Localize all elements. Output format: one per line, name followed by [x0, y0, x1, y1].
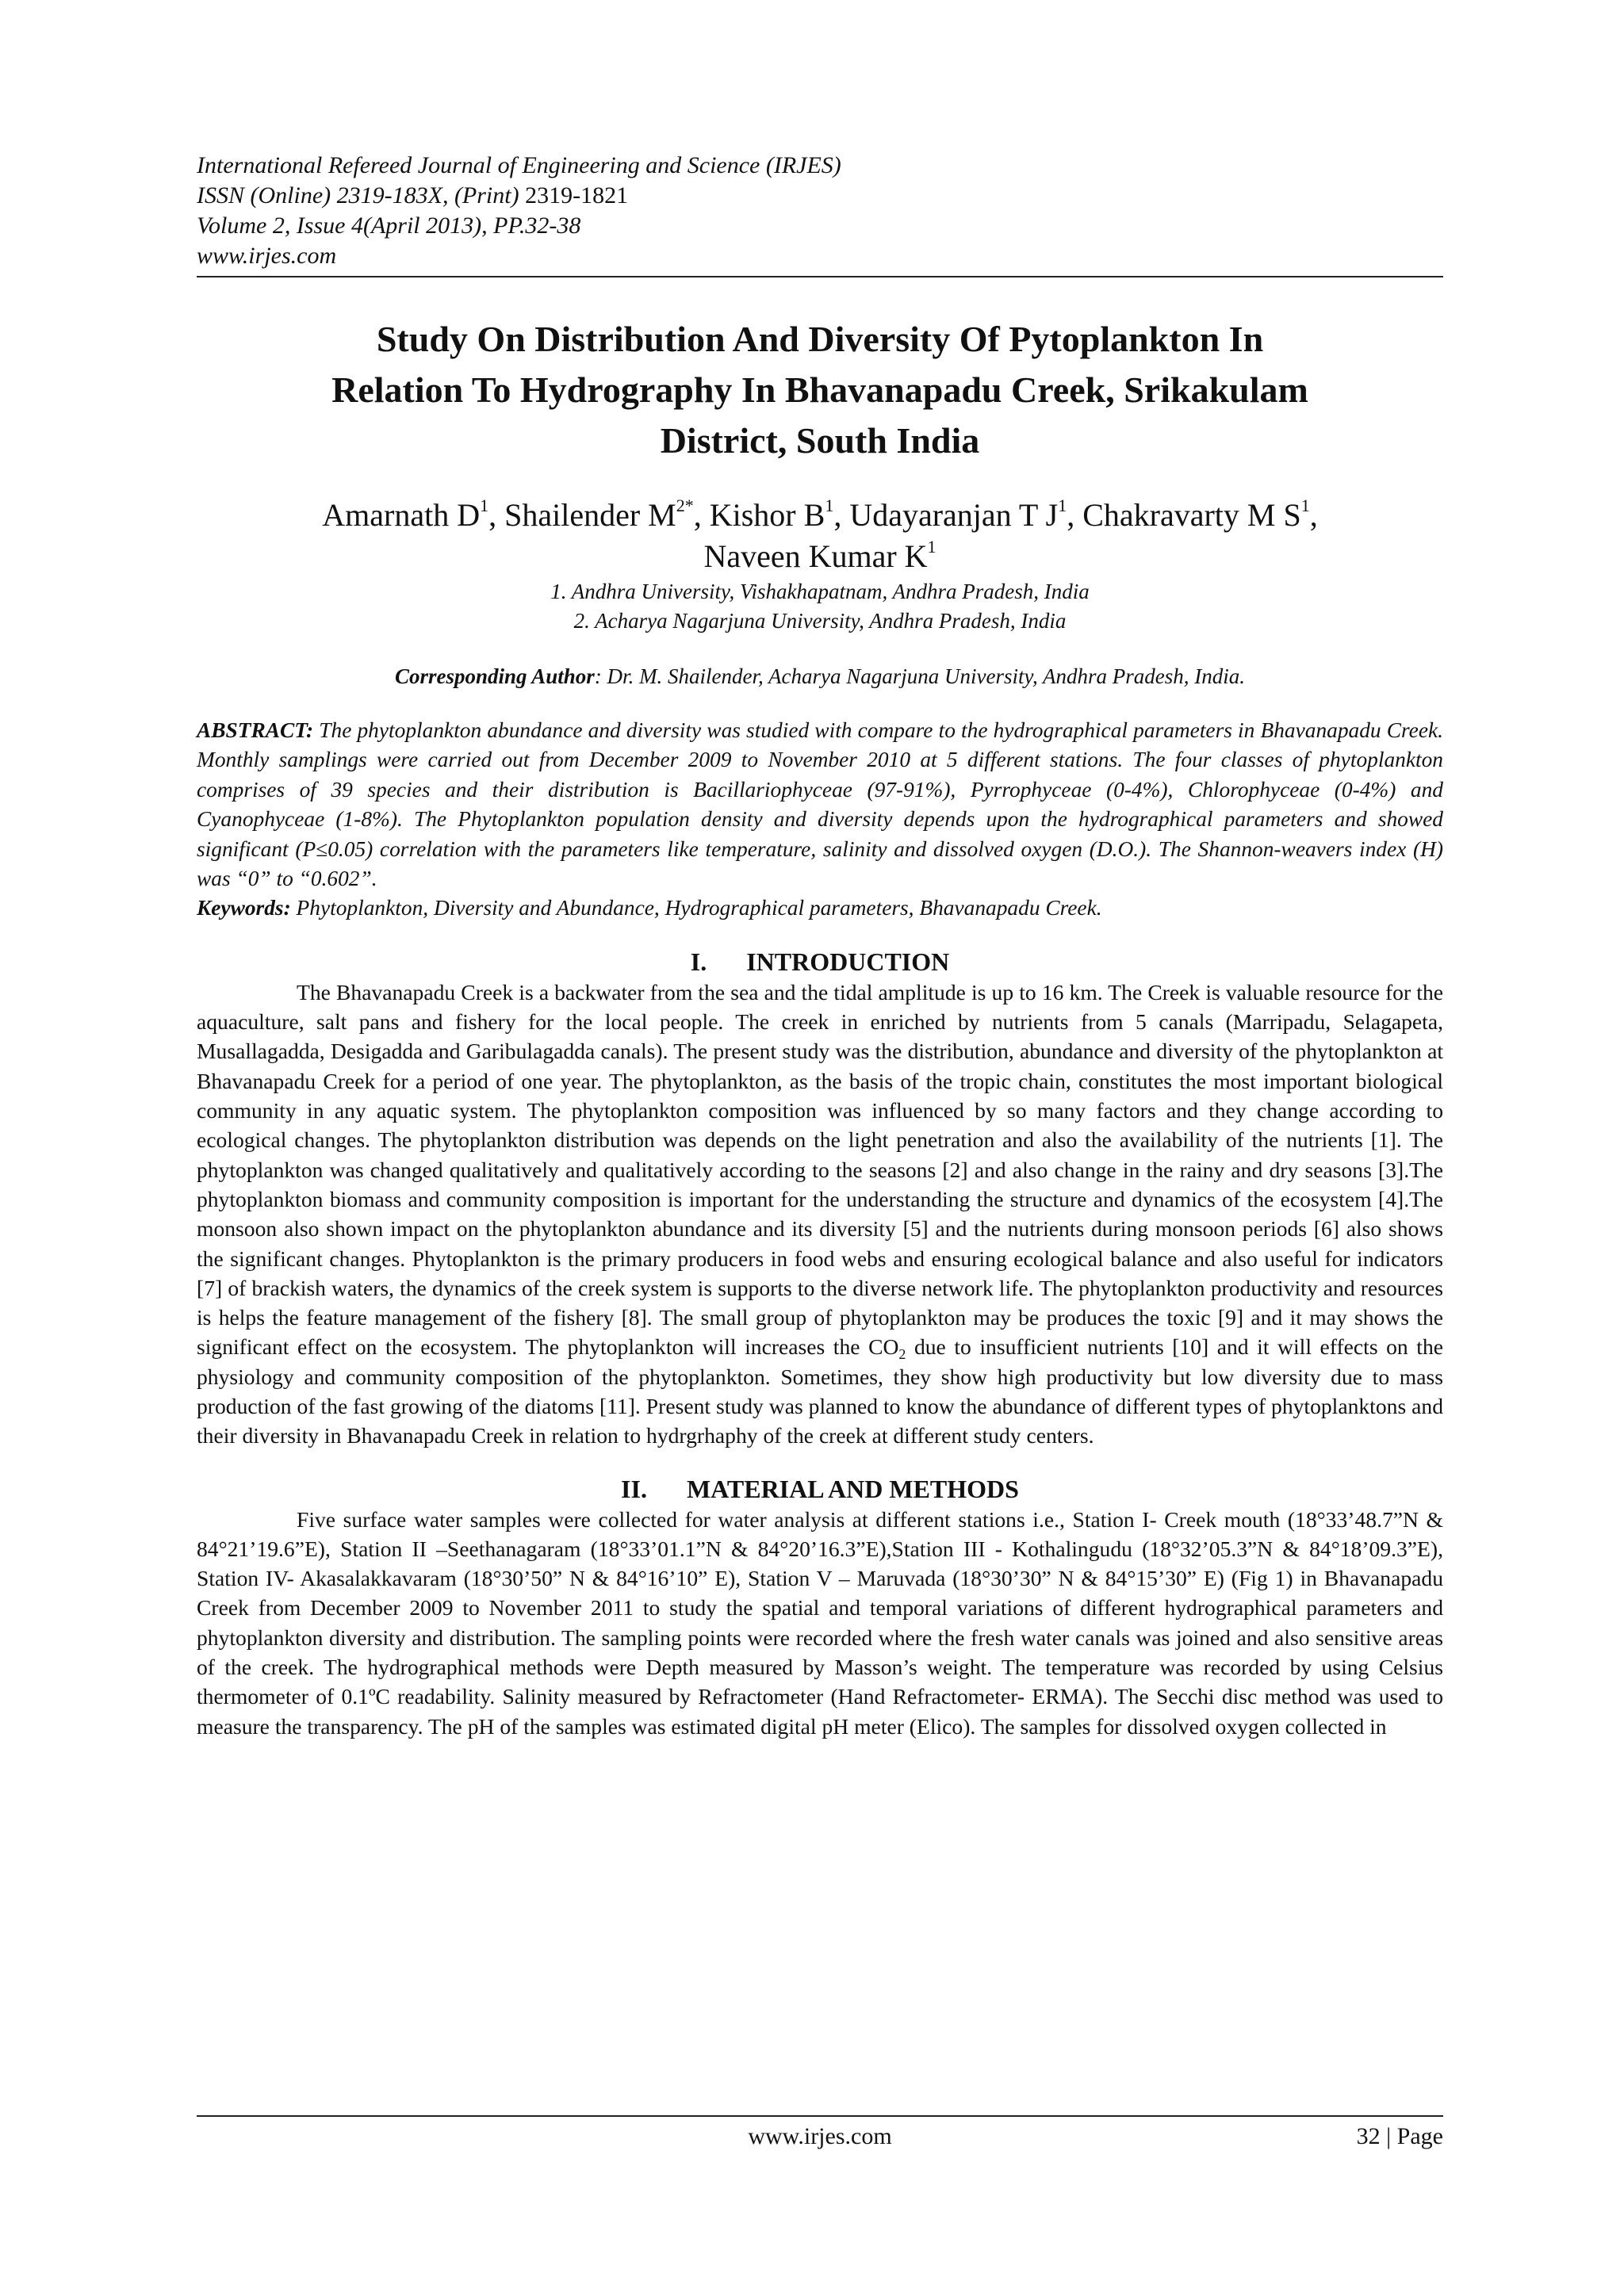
subscript-2: 2: [898, 1346, 906, 1363]
title-line-1: Study On Distribution And Diversity Of Pytoplankton In: [376, 319, 1264, 359]
keywords-label: Keywords:: [197, 896, 291, 920]
keywords-text: Phytoplankton, Diversity and Abundance, Hydrographical parameters, Bhavanapadu Creek.: [290, 896, 1102, 920]
keywords: [197, 894, 1443, 923]
author-name: Amarnath D: [322, 497, 481, 533]
affiliation-2: 2. Acharya Nagarjuna University, Andhra Pradesh, India: [573, 609, 1067, 633]
introduction-paragraph: [197, 978, 1443, 1451]
title-line-2: Relation To Hydrography In Bhavanapadu Creek, Srikakulam: [331, 369, 1308, 410]
author-superscript: 1: [927, 537, 936, 557]
section-number: I.: [690, 947, 707, 976]
abstract-label: ABSTRACT:: [197, 718, 314, 742]
paper-page: [197, 151, 1443, 1741]
author-name: Naveen Kumar K: [703, 538, 928, 574]
page-footer: [197, 2115, 1443, 2160]
issn-print: 2319-1821: [519, 182, 629, 209]
author-name: , Chakravarty M S: [1067, 497, 1301, 533]
corresponding-label: Corresponding Author: [394, 664, 595, 688]
section-heading-introduction: [197, 946, 1443, 978]
methods-text: Five surface water samples were collected for water analysis at different stations i.e., Station I- Creek mouth (18°33’48.7”N & 84°21’19.6”E), Station II –Seethanagaram (18°33’01.1”N & 84°20’16.3”E),Station III - Kothalingudu (18°32’05.3”N & 84°18’09.3”E), Station IV- Akasalakkavaram (18°30’50” N & 84°16’10” E), Station V – Maruvada (18°30’30” N & 84°15’30” E) (Fig 1) in Bhavanapadu Creek from December 2009 to November 2011 to study the spatial and temporal variations of different hydrographical parameters and phytoplankton diversity and distribution. The sampling points were recorded where the fresh water canals was joined and also sensitive areas of the creek. The hydrographical methods were Depth measured by Masson’s weight. The temperature was recorded by using Celsius thermometer of 0.1ºC readability. Salinity measured by Refractometer (Hand Refractometer- ERMA). The Secchi disc method was used to measure the transparency. The pH of the samples was estimated digital pH meter (Elico). The samples for dissolved oxygen collected in: [197, 1506, 1443, 1739]
title-line-3: District, South India: [660, 420, 980, 461]
author-name: , Udayaranjan T J: [833, 497, 1059, 533]
section-number: II.: [621, 1474, 647, 1503]
journal-name: International Refereed Journal of Engineering and Science (IRJES): [197, 152, 841, 178]
issn-online: ISSN (Online) 2319-183X, (Print): [197, 182, 519, 209]
author-superscript: 1: [480, 496, 489, 515]
author-superscript: 1: [1058, 496, 1067, 515]
affiliations: [197, 577, 1443, 636]
author-superscript: 2*: [676, 496, 694, 515]
corresponding-text: : Dr. M. Shailender, Acharya Nagarjuna University, Andhra Pradesh, India.: [594, 664, 1246, 688]
volume-line: Volume 2, Issue 4(April 2013), PP.32-38: [197, 212, 581, 239]
header-rule: [197, 276, 1443, 277]
intro-text-part-1: The Bhavanapadu Creek is a backwater from the sea and the tidal amplitude is up to 16 km. The Creek is valuable resource for the aquaculture, salt pans and fishery for the local people. The creek in enriched by nutrients from 5 canals (Marripadu, Selagapeta, Musallagadda, Desigadda and Garibulagadda canals). The present study was the distribution, abundance and diversity of the phytoplankton at Bhavanapadu Creek for a period of one year. The phytoplankton, as the basis of the tropic chain, constitutes the most important biological community in any aquatic system. The phytoplankton composition was influenced by so many factors and they change according to ecological changes. The phytoplankton distribution was depends on the light penetration and also the availability of the nutrients [1]. The phytoplankton was changed qualitatively and qualitatively according to the seasons [2] and also change in the rainy and dry seasons [3].The phytoplankton biomass and community composition is important for the understanding the structure and dynamics of the ecosystem [4].The monsoon also shown impact on the phytoplankton abundance and its diversity [5] and the nutrients during monsoon periods [6] also shows the significant changes. Phytoplankton is the primary producers in food webs and ensuring ecological balance and also useful for indicators [7] of brackish waters, the dynamics of the creek system is supports to the diverse network life. The phytoplankton productivity and resources is helps the feature management of the fishery [8]. The small group of phytoplankton may be produces the toxic [9] and it may shows the significant effect on the ecosystem. The phytoplankton will increases the CO: [197, 979, 1443, 1360]
journal-website: www.irjes.com: [197, 243, 337, 269]
footer-website: www.irjes.com: [748, 2123, 892, 2149]
author-name: , Kishor B: [693, 497, 825, 533]
author-name: , Shailender M: [488, 497, 676, 533]
section-title: MATERIAL AND METHODS: [686, 1474, 1019, 1503]
methods-paragraph: [197, 1505, 1443, 1741]
footer-row: [197, 2123, 1443, 2160]
corresponding-author: [197, 664, 1443, 689]
section-title: INTRODUCTION: [746, 947, 950, 976]
author-line-2: [197, 536, 1443, 577]
author-superscript: 1: [825, 496, 834, 515]
abstract-text: The phytoplankton abundance and diversity was studied with compare to the hydrographical parameters in Bhavanapadu Creek. Monthly samplings were carried out from December 2009 to November 2010 at 5 different stations. The four classes of phytoplankton comprises of 39 species and their distribution is Bacillariophyceae (97-91%), Pyrrophyceae (0-4%), Chlorophyceae (0-4%) and Cyanophyceae (1-8%). The Phytoplankton population density and diversity depends upon the hydrographical parameters and showed significant (P≤0.05) correlation with the parameters like temperature, salinity and dissolved oxygen (D.O.). The Shannon-weavers index (H) was “0” to “0.602”.: [197, 718, 1443, 891]
intro-text-part-2: due to insufficient nutrients [10] and it will effects on the physiology and community composition of the phytoplankton. Sometimes, they show high productivity but low diversity due to mass production of the fast growing of the diatoms [11]. Present study was planned to know the abundance of different types of phytoplanktons and their diversity in Bhavanapadu Creek in relation to hydrgrhaphy of the creek at different study centers.: [197, 1334, 1443, 1448]
author-list: [197, 495, 1443, 577]
page-number: 32 | Page: [1356, 2123, 1443, 2149]
abstract: [197, 716, 1443, 894]
author-superscript: 1: [1300, 496, 1310, 515]
author-line-1: [197, 495, 1443, 536]
issn-line: [197, 181, 1443, 211]
affiliation-1: 1. Andhra University, Vishakhapatnam, Andhra Pradesh, India: [550, 580, 1090, 603]
paper-title: [197, 314, 1443, 466]
section-heading-methods: [197, 1473, 1443, 1505]
footer-rule: [197, 2115, 1443, 2117]
journal-header: [197, 151, 1443, 271]
author-separator: ,: [1309, 497, 1318, 533]
